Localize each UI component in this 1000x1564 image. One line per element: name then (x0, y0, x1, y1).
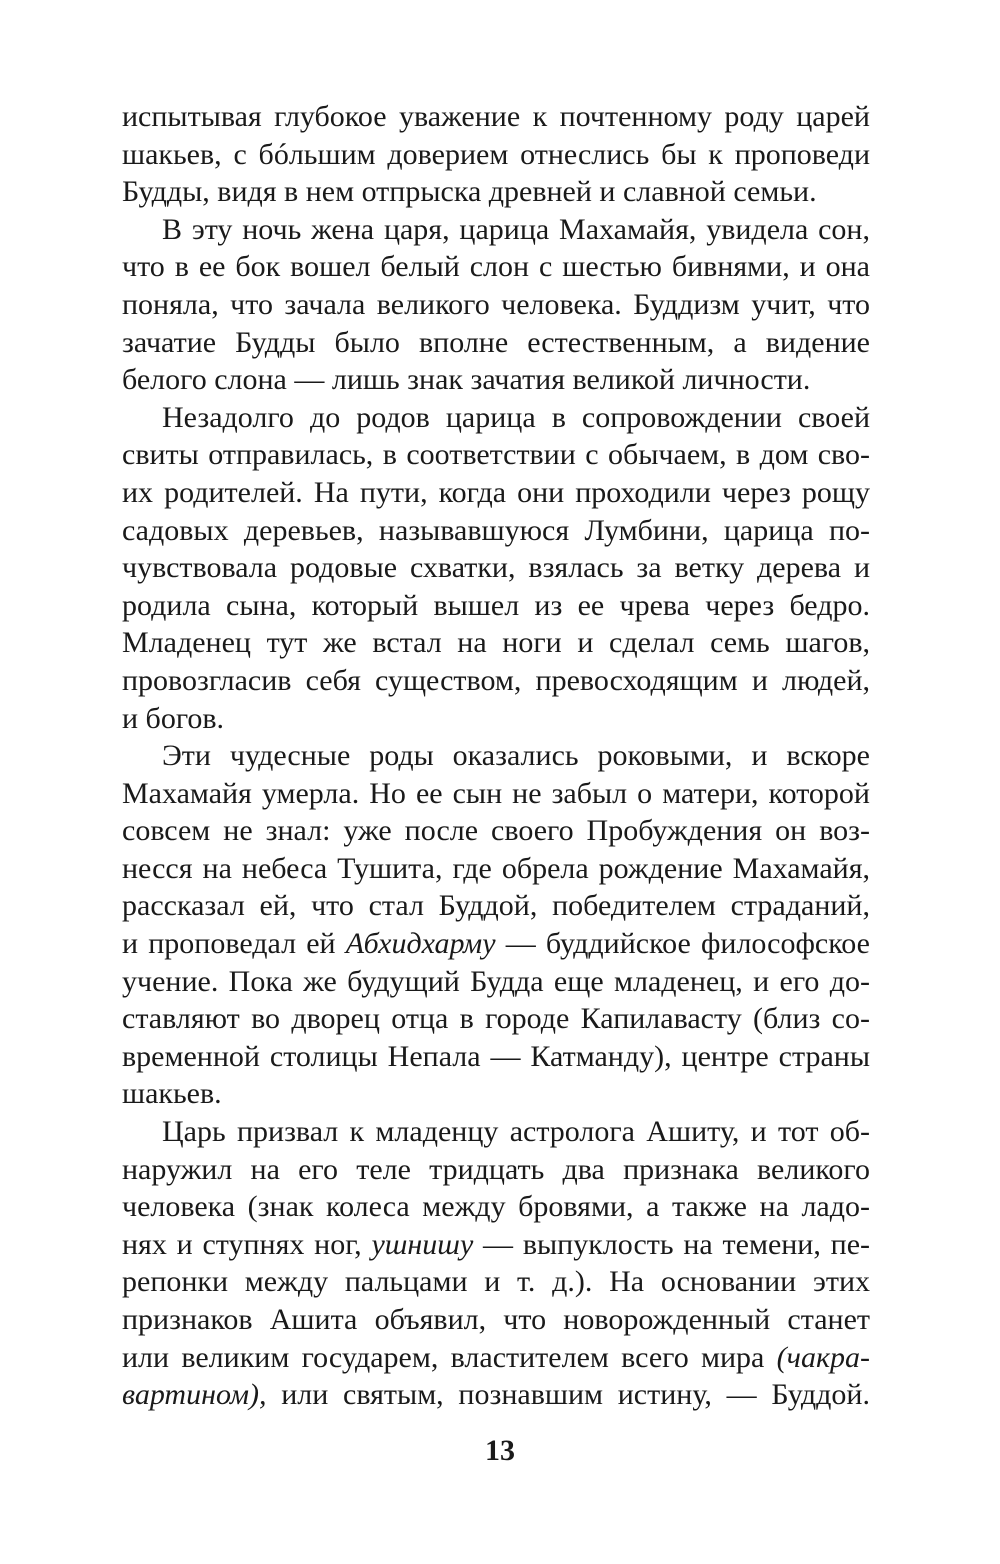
text-line: Махамайя умерла. Но ее сын не забыл о матери, которой (122, 776, 870, 810)
text-run: и проповедал ей (122, 927, 346, 961)
text-line: совсем не знал: уже после своего Пробуждения он воз- (122, 814, 870, 848)
text-run: — выпуклость на темени, пе- (473, 1227, 871, 1261)
text-line: Младенец тут же встал на ноги и сделал семь шагов, (122, 626, 870, 660)
text-line: человека (знак колеса между бровями, а также на ладо- (122, 1190, 870, 1224)
paragraph (122, 1113, 870, 1414)
italic-term: (чакра- (776, 1340, 870, 1374)
text-line (122, 1376, 870, 1414)
page-number: 13 (485, 1434, 515, 1467)
text-line: шакьев, с бóльшим доверием отнеслись бы к проповеди (122, 137, 870, 171)
body-text (122, 98, 870, 1414)
text-line: садовых деревьев, называвшуюся Лумбини, царица по- (122, 513, 870, 547)
text-line: рассказал ей, что стал Буддой, победителем страданий, (122, 889, 870, 923)
paragraph (122, 98, 870, 211)
italic-term: вартином), (122, 1378, 267, 1412)
text-line: их родителей. На пути, когда они проходили через рощу (122, 475, 870, 509)
text-line (122, 1226, 870, 1264)
text-line: ставляют во дворец отца в городе Капилавасту (близ со- (122, 1002, 870, 1036)
text-line: Незадолго до родов царица в сопровождении своей (162, 400, 870, 434)
text-line: Будды, видя в нем отпрыска древней и славной семьи. (122, 175, 817, 209)
text-line: репонки между пальцами и т. д.). На основании этих (122, 1265, 870, 1299)
text-line: чувствовала родовые схватки, взялась за ветку дерева и (122, 551, 870, 585)
text-line: шакьев. (122, 1077, 222, 1111)
text-run: нях и ступнях ног, (122, 1227, 372, 1261)
text-line: свиты отправилась, в соответствии с обычаем, в дом сво- (122, 438, 870, 472)
text-line: В эту ночь жена царя, царица Махамайя, увидела сон, (162, 212, 870, 246)
text-line: признаков Ашита объявил, что новорожденный станет (122, 1303, 870, 1336)
paragraph (122, 399, 870, 737)
text-line: зачатие Будды было вполне естественным, а видение (122, 325, 870, 359)
text-line: учение. Пока же будущий Будда еще младенец, и его до- (122, 964, 870, 998)
text-line: поняла, что зачала великого человека. Буддизм учит, что (122, 287, 870, 321)
paragraph (122, 737, 870, 1113)
italic-term: ушнишу (371, 1227, 474, 1261)
text-line: что в ее бок вошел белый слон с шестью бивнями, и она (122, 250, 870, 284)
text-line (122, 925, 870, 963)
text-run: — буддийское философское (495, 927, 870, 961)
text-line: белого слона — лишь знак зачатия великой личности. (122, 363, 811, 397)
text-run: или великим государем, властителем всего мира (122, 1340, 777, 1374)
text-line (122, 1339, 870, 1377)
text-line: родила сына, который вышел из ее чрева через бедро. (122, 588, 870, 622)
text-line: Эти чудесные роды оказались роковыми, и вскоре (162, 739, 870, 773)
text-line: и богов. (122, 701, 225, 735)
paragraph (122, 211, 870, 399)
text-line: испытывая глубокое уважение к почтенному роду царей (122, 100, 870, 133)
italic-term: Абхидхарму (345, 927, 496, 961)
text-line: несся на небеса Тушита, где обрела рождение Махамайя, (122, 851, 870, 885)
text-run: или святым, познавшим истину, — Буддой. (266, 1378, 870, 1412)
text-line: провозгласив себя существом, превосходящим и людей, (122, 663, 870, 697)
text-line: наружил на его теле тридцать два признака великого (122, 1152, 870, 1186)
text-line: временной столицы Непала — Катманду), центре страны (122, 1039, 870, 1073)
text-line: Царь призвал к младенцу астролога Ашиту, и тот об- (162, 1115, 870, 1149)
